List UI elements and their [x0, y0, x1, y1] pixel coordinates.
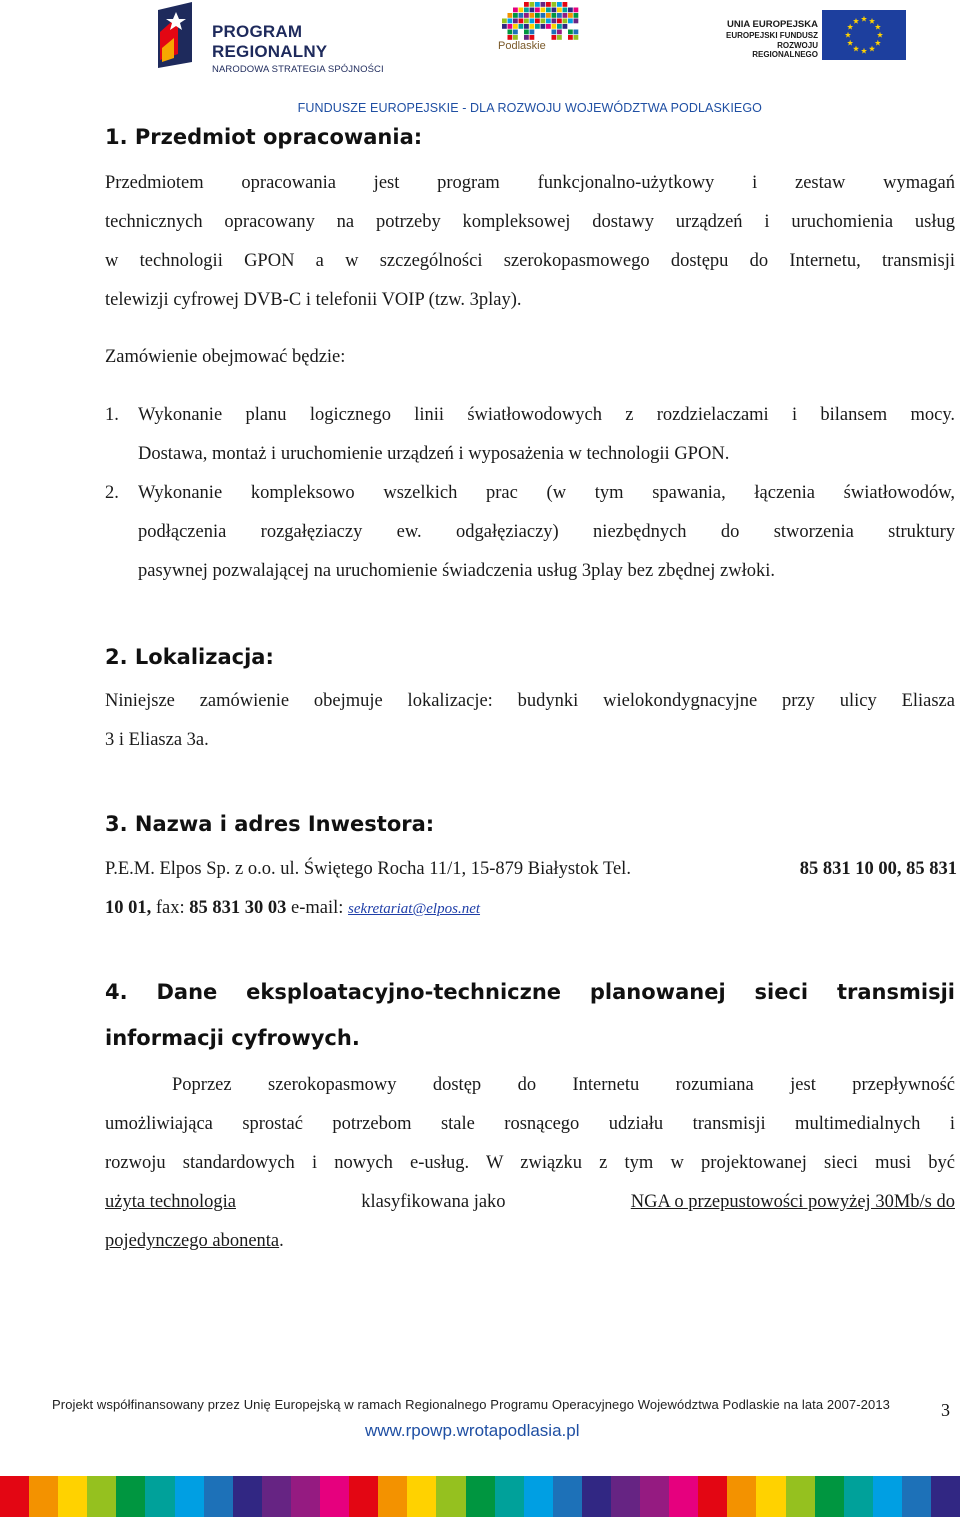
- mosaic-tile: [513, 30, 518, 35]
- item-1-number: 1.: [105, 405, 119, 425]
- stripe-segment: [29, 1476, 58, 1517]
- mosaic-tile: [563, 8, 568, 13]
- mosaic-tile: [541, 2, 546, 7]
- stripe-segment: [582, 1476, 611, 1517]
- stripe-segment: [320, 1476, 349, 1517]
- investor-line-2: [105, 889, 480, 929]
- mosaic-tile: [530, 13, 535, 18]
- mosaic-tile: [574, 30, 579, 35]
- mosaic-tile: [519, 24, 524, 29]
- classified-as-text: klasyfikowana jako: [356, 1192, 511, 1212]
- mosaic-tile: [508, 13, 513, 18]
- stripe-segment: [116, 1476, 145, 1517]
- mosaic-tile: [524, 2, 529, 7]
- mosaic-tile: [557, 30, 562, 35]
- item-1-line-1: Wykonanie planu logicznego linii światłowodowych z rozdzielaczami i bilansem mocy.: [138, 405, 955, 425]
- item-2-number: 2.: [105, 483, 119, 503]
- stripe-segment: [204, 1476, 233, 1517]
- mosaic-tile: [574, 19, 579, 24]
- mosaic-tile: [530, 24, 535, 29]
- stripe-segment: [495, 1476, 524, 1517]
- mosaic-tile: [535, 8, 540, 13]
- funds-tagline: FUNDUSZE EUROPEJSKIE - DLA ROZWOJU WOJEWÓDZTWA PODLASKIEGO: [297, 101, 762, 115]
- mosaic-tile: [524, 8, 529, 13]
- stripe-segment: [466, 1476, 495, 1517]
- stripe-segment: [553, 1476, 582, 1517]
- mosaic-tile: [513, 19, 518, 24]
- page-number: 3: [941, 1400, 950, 1420]
- nga-capacity-text: NGA o przepustowości powyżej 30Mb/s do: [630, 1192, 955, 1212]
- section-2-line-1: Niniejsze zamówienie obejmuje lokalizacje: budynki wielokondygnacyjne przy ulicy Eliasza: [105, 691, 955, 711]
- mosaic-tile: [557, 24, 562, 29]
- stripe-segment: [436, 1476, 465, 1517]
- mosaic-tile: [574, 35, 579, 40]
- mosaic-tile: [568, 13, 573, 18]
- mosaic-tile: [513, 8, 518, 13]
- section-1-line-2: technicznych opracowany na potrzeby kompleksowej dostawy urządzeń i uruchomienia usług: [105, 212, 955, 232]
- mosaic-tile: [535, 19, 540, 24]
- program-title: PROGRAM REGIONALNY: [212, 22, 328, 61]
- eu-flag-icon: [822, 10, 906, 60]
- stripe-segment: [175, 1476, 204, 1517]
- item-1-line-2: Dostawa, montaż i uruchomienie urządzeń i wyposażenia w technologii GPON.: [138, 444, 730, 464]
- item-2-line-2: podłączenia rozgałęziaczy ew. odgałęziaczy) niezbędnych do stworzenia struktury: [138, 522, 955, 542]
- stripe-segment: [611, 1476, 640, 1517]
- program-subtitle: NARODOWA STRATEGIA SPÓJNOŚCI: [212, 64, 384, 75]
- footer-website[interactable]: www.rpowp.wrotapodlasia.pl: [365, 1421, 580, 1440]
- investor-phones: 85 831 10 00, 85 831: [799, 859, 957, 879]
- mosaic-tile: [546, 13, 551, 18]
- mosaic-tile: [557, 13, 562, 18]
- investor-address: P.E.M. Elpos Sp. z o.o. ul. Świętego Rocha 11/1, 15-879 Białystok Tel.: [105, 859, 631, 879]
- mosaic-tile: [524, 19, 529, 24]
- per-subscriber-text: pojedynczego abonenta: [105, 1231, 280, 1251]
- stripe-segment: [756, 1476, 785, 1517]
- mosaic-tile: [519, 8, 524, 13]
- section-1-line-1: Przedmiotem opracowania jest program funkcjonalno-użytkowy i zestaw wymagań: [105, 173, 955, 193]
- mosaic-tile: [546, 19, 551, 24]
- mosaic-tile: [502, 24, 507, 29]
- mosaic-tile: [535, 24, 540, 29]
- stripe-segment: [407, 1476, 436, 1517]
- stripe-segment: [844, 1476, 873, 1517]
- mosaic-tile: [513, 13, 518, 18]
- stripe-segment: [727, 1476, 756, 1517]
- eu-line-1: UNIA EUROPEJSKA: [727, 19, 818, 30]
- mosaic-tile: [508, 19, 513, 24]
- mosaic-tile: [541, 24, 546, 29]
- footer-color-stripe: [0, 1476, 960, 1517]
- mosaic-tile: [568, 19, 573, 24]
- mosaic-tile: [546, 8, 551, 13]
- stripe-segment: [640, 1476, 669, 1517]
- section-4-line-1: Poprzez szerokopasmowy dostęp do Internetu rozumiana jest przepływność: [172, 1075, 955, 1095]
- mosaic-tile: [557, 35, 562, 40]
- mosaic-tile: [563, 24, 568, 29]
- mosaic-tile: [552, 24, 557, 29]
- section-3-heading: 3. Nazwa i adres Inwestora:: [105, 812, 435, 836]
- mosaic-tile: [535, 2, 540, 7]
- period: .: [279, 1231, 284, 1251]
- mosaic-tile: [574, 13, 579, 18]
- mosaic-tile: [557, 2, 562, 7]
- mosaic-tile: [530, 2, 535, 7]
- mosaic-tile: [530, 8, 535, 13]
- eu-line-2: EUROPEJSKI FUNDUSZ: [725, 31, 818, 40]
- fax-number: 85 831 30 03: [189, 898, 287, 918]
- item-2-line-3: pasywnej pozwalającej na uruchomienie świadczenia usług 3play bez zbędnej zwłoki.: [138, 561, 775, 581]
- program-regionalny-logo: [150, 0, 420, 75]
- order-intro: Zamówienie obejmować będzie:: [105, 347, 346, 367]
- investor-phone-2: 10 01,: [105, 898, 152, 918]
- stripe-segment: [931, 1476, 960, 1517]
- program-flag-icon: [158, 2, 198, 68]
- mosaic-tile: [568, 30, 573, 35]
- mosaic-tile: [552, 35, 557, 40]
- mosaic-tile: [552, 19, 557, 24]
- podlaskie-logo: [496, 0, 586, 60]
- item-2-line-1: Wykonanie kompleksowo wszelkich prac (w tym spawania, łączenia światłowodów,: [138, 483, 955, 503]
- mosaic-tile: [541, 13, 546, 18]
- investor-line-1: [105, 850, 957, 889]
- stripe-segment: [349, 1476, 378, 1517]
- mosaic-tile: [552, 13, 557, 18]
- mosaic-tile: [552, 2, 557, 7]
- mosaic-tile: [508, 24, 513, 29]
- stripe-segment: [815, 1476, 844, 1517]
- stripe-segment: [902, 1476, 931, 1517]
- section-2-heading: 2. Lokalizacja:: [105, 645, 274, 669]
- podlaskie-label: Podlaskie: [498, 40, 546, 52]
- stripe-segment: [698, 1476, 727, 1517]
- section-1-line-3: w technologii GPON a w szczególności szerokopasmowego dostępu do Internetu, transmisji: [105, 251, 955, 271]
- mosaic-tile: [513, 24, 518, 29]
- mosaic-tile: [530, 19, 535, 24]
- section-4-heading-line-2: informacji cyfrowych.: [105, 1026, 360, 1050]
- section-1-heading: 1. Przedmiot opracowania:: [105, 125, 423, 149]
- stripe-segment: [378, 1476, 407, 1517]
- mosaic-tile: [552, 8, 557, 13]
- stripe-segment: [87, 1476, 116, 1517]
- mosaic-tile: [519, 13, 524, 18]
- eu-logo: [716, 10, 912, 62]
- mosaic-tile: [563, 19, 568, 24]
- stripe-segment: [58, 1476, 87, 1517]
- section-4-line-5: [105, 1222, 284, 1261]
- section-2-line-2: 3 i Eliasza 3a.: [105, 730, 209, 750]
- stripe-segment: [0, 1476, 29, 1517]
- stripe-segment: [262, 1476, 291, 1517]
- mosaic-tile: [541, 19, 546, 24]
- stripe-segment: [145, 1476, 174, 1517]
- used-technology-text: użyta technologia: [105, 1192, 236, 1212]
- mosaic-tile: [557, 8, 562, 13]
- mosaic-tile: [524, 30, 529, 35]
- section-4-line-2: umożliwiająca sprostać potrzebom stale rosnącego udziału transmisji multimedialnych i: [105, 1114, 955, 1134]
- footer-project-line: Projekt współfinansowany przez Unię Europejską w ramach Regionalnego Programu Operacyjnego Województwa Podlaskie na lata 2007-2013: [52, 1397, 890, 1412]
- mosaic-tile: [557, 19, 562, 24]
- mosaic-tile: [546, 24, 551, 29]
- section-4-line-4: [105, 1183, 955, 1222]
- mosaic-tile: [568, 8, 573, 13]
- email-link[interactable]: sekretariat@elpos.net: [348, 901, 481, 917]
- stripe-segment: [233, 1476, 262, 1517]
- mosaic-tile: [541, 8, 546, 13]
- stripe-segment: [873, 1476, 902, 1517]
- email-label: e-mail:: [291, 898, 344, 918]
- bison-mosaic-icon: [496, 0, 586, 42]
- section-4-line-3: rozwoju standardowych i nowych e-usług. W związku z tym w projektowanej sieci musi być: [105, 1153, 955, 1173]
- stripe-segment: [291, 1476, 320, 1517]
- fax-label: fax:: [155, 898, 185, 918]
- mosaic-tile: [508, 30, 513, 35]
- section-4-heading-line-1: 4. Dane eksploatacyjno-techniczne planowanej sieci transmisji: [105, 980, 955, 1004]
- mosaic-tile: [524, 24, 529, 29]
- stripe-segment: [669, 1476, 698, 1517]
- stripe-segment: [786, 1476, 815, 1517]
- mosaic-tile: [524, 13, 529, 18]
- mosaic-tile: [574, 8, 579, 13]
- mosaic-tile: [563, 13, 568, 18]
- mosaic-tile: [563, 2, 568, 7]
- mosaic-tile: [519, 19, 524, 24]
- eu-line-3: ROZWOJU REGIONALNEGO: [752, 41, 818, 59]
- mosaic-tile: [535, 13, 540, 18]
- mosaic-tile: [552, 30, 557, 35]
- mosaic-tile: [502, 19, 507, 24]
- mosaic-tile: [546, 2, 551, 7]
- mosaic-tile: [568, 35, 573, 40]
- mosaic-tile: [530, 30, 535, 35]
- section-1-line-4: telewizji cyfrowej DVB-C i telefonii VOIP (tzw. 3play).: [105, 290, 522, 310]
- stripe-segment: [524, 1476, 553, 1517]
